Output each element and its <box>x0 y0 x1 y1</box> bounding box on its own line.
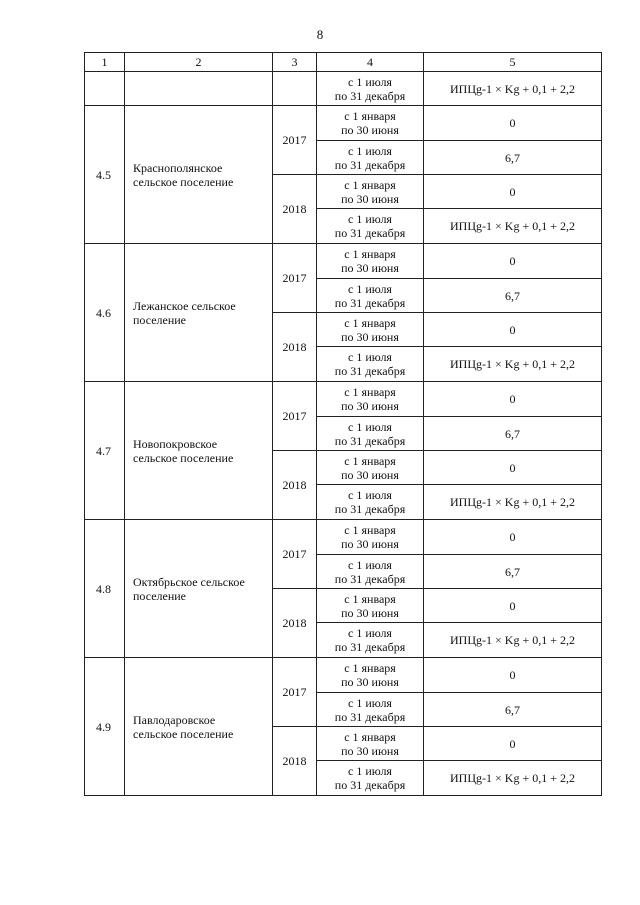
period-end: по 30 июня <box>341 191 399 206</box>
period-cell <box>317 244 424 279</box>
year-cell: 2018 <box>273 175 317 244</box>
value-cell: 6,7 <box>424 279 602 313</box>
period-end: по 31 декабря <box>334 571 406 586</box>
settlement-name-line: поселение <box>133 312 187 327</box>
settlement-name-line: Павлодаровское <box>133 712 216 727</box>
year-cell: 2017 <box>273 658 317 727</box>
item-number-cell: 4.9 <box>85 658 125 796</box>
period-end: по 31 декабря <box>334 433 406 448</box>
table-row <box>85 72 602 106</box>
page-number: 8 <box>316 27 324 42</box>
period-start: с 1 января <box>344 453 396 468</box>
table-row <box>85 244 602 279</box>
value-cell: 0 <box>424 313 602 347</box>
period-start: с 1 января <box>344 177 396 192</box>
value-cell: ИПЦg-1 × Kg + 0,1 + 2,2 <box>424 347 602 382</box>
period-cell <box>317 623 424 658</box>
value-cell: ИПЦg-1 × Kg + 0,1 + 2,2 <box>424 623 602 658</box>
value-cell: 0 <box>424 658 602 693</box>
period-cell <box>317 382 424 417</box>
period-cell <box>317 658 424 693</box>
period-start: с 1 января <box>344 109 396 123</box>
table-row <box>85 520 602 555</box>
period-start: с 1 июля <box>348 557 392 572</box>
period-end: по 30 июня <box>341 675 399 689</box>
table-row <box>85 382 602 417</box>
settlement-name-line: поселение <box>133 588 187 603</box>
year-cell: 2017 <box>273 244 317 313</box>
period-cell <box>317 72 424 106</box>
value-cell: 6,7 <box>424 693 602 727</box>
table-row <box>85 658 602 693</box>
period-cell <box>317 209 424 244</box>
period-start: с 1 июля <box>348 143 392 158</box>
table-row <box>85 106 602 141</box>
value-cell: 0 <box>424 589 602 623</box>
period-end: по 31 декабря <box>334 502 406 516</box>
year-cell: 2018 <box>273 313 317 382</box>
period-cell <box>317 761 424 796</box>
period-cell <box>317 727 424 761</box>
value-cell: 6,7 <box>424 141 602 175</box>
settlement-name-line: сельское поселение <box>133 450 234 465</box>
period-cell <box>317 485 424 520</box>
period-cell <box>317 347 424 382</box>
settlement-name-line: сельское поселение <box>133 174 234 189</box>
value-cell: 0 <box>424 106 602 141</box>
period-end: по 30 июня <box>341 605 399 620</box>
period-end: по 30 июня <box>341 329 399 344</box>
settlement-name-line: Краснополянское <box>133 160 223 175</box>
period-start: с 1 июля <box>348 695 392 710</box>
settlement-name-line: Новопокровское <box>133 436 218 451</box>
period-start: с 1 июля <box>348 488 392 502</box>
period-end: по 31 декабря <box>334 778 406 792</box>
period-end: по 31 декабря <box>334 364 406 378</box>
value-cell: ИПЦg-1 × Kg + 0,1 + 2,2 <box>424 485 602 520</box>
table-header-row <box>85 53 602 72</box>
period-start: с 1 июля <box>348 212 392 226</box>
period-cell <box>317 520 424 555</box>
value-cell: ИПЦg-1 × Kg + 0,1 + 2,2 <box>424 209 602 244</box>
period-cell <box>317 693 424 727</box>
period-cell <box>317 313 424 347</box>
period-start: с 1 января <box>344 661 396 675</box>
period-end: по 30 июня <box>341 537 399 551</box>
period-end: по 31 декабря <box>334 640 406 654</box>
item-number-cell: 4.8 <box>85 520 125 658</box>
period-start: с 1 января <box>344 385 396 399</box>
value-cell: 0 <box>424 727 602 761</box>
period-end: по 31 декабря <box>334 709 406 724</box>
year-cell: 2017 <box>273 382 317 451</box>
period-end: по 31 декабря <box>334 88 406 103</box>
period-end: по 30 июня <box>341 399 399 413</box>
settlement-name-line: сельское поселение <box>133 726 234 741</box>
value-cell: 6,7 <box>424 417 602 451</box>
table-body <box>85 53 602 796</box>
value-cell: 0 <box>424 382 602 417</box>
period-start: с 1 июля <box>348 419 392 434</box>
settlement-name-cell <box>125 382 273 520</box>
settlement-name-cell <box>125 72 273 106</box>
settlement-name-cell <box>125 244 273 382</box>
value-cell: 0 <box>424 244 602 279</box>
period-end: по 30 июня <box>341 467 399 482</box>
item-number-cell: 4.5 <box>85 106 125 244</box>
settlement-name-cell <box>125 106 273 244</box>
period-start: с 1 июля <box>348 626 392 640</box>
period-start: с 1 июля <box>348 74 392 89</box>
period-start: с 1 июля <box>348 350 392 364</box>
year-cell <box>273 72 317 106</box>
column-header: 2 <box>125 53 273 72</box>
column-header: 5 <box>424 53 602 72</box>
settlement-name-line: Октябрьское сельское <box>133 574 245 589</box>
year-cell: 2018 <box>273 589 317 658</box>
period-cell <box>317 555 424 589</box>
item-number-cell: 4.7 <box>85 382 125 520</box>
period-end: по 31 декабря <box>334 157 406 172</box>
item-number-cell: 4.6 <box>85 244 125 382</box>
year-cell: 2018 <box>273 727 317 796</box>
period-end: по 31 декабря <box>334 295 406 310</box>
item-number-cell <box>85 72 125 106</box>
period-start: с 1 января <box>344 523 396 537</box>
period-end: по 30 июня <box>341 123 399 137</box>
settlement-name-line: Лежанское сельское <box>133 298 236 313</box>
period-cell <box>317 417 424 451</box>
period-start: с 1 января <box>344 729 396 744</box>
period-cell <box>317 589 424 623</box>
settlement-name-cell <box>125 658 273 796</box>
period-cell <box>317 175 424 209</box>
period-cell <box>317 279 424 313</box>
value-cell: 0 <box>424 451 602 485</box>
period-cell <box>317 451 424 485</box>
year-cell: 2017 <box>273 520 317 589</box>
value-cell: 0 <box>424 175 602 209</box>
period-start: с 1 июля <box>348 764 392 778</box>
value-cell: ИПЦg-1 × Kg + 0,1 + 2,2 <box>424 72 602 106</box>
period-start: с 1 января <box>344 247 396 261</box>
period-end: по 31 декабря <box>334 226 406 240</box>
value-cell: 0 <box>424 520 602 555</box>
period-start: с 1 января <box>344 315 396 330</box>
column-header: 1 <box>85 53 125 72</box>
tariff-table <box>84 52 602 796</box>
period-cell <box>317 106 424 141</box>
year-cell: 2018 <box>273 451 317 520</box>
period-start: с 1 января <box>344 591 396 606</box>
period-end: по 30 июня <box>341 261 399 275</box>
value-cell: ИПЦg-1 × Kg + 0,1 + 2,2 <box>424 761 602 796</box>
column-header: 4 <box>317 53 424 72</box>
value-cell: 6,7 <box>424 555 602 589</box>
column-header: 3 <box>273 53 317 72</box>
period-end: по 30 июня <box>341 743 399 758</box>
year-cell: 2017 <box>273 106 317 175</box>
period-start: с 1 июля <box>348 281 392 296</box>
settlement-name-cell <box>125 520 273 658</box>
period-cell <box>317 141 424 175</box>
